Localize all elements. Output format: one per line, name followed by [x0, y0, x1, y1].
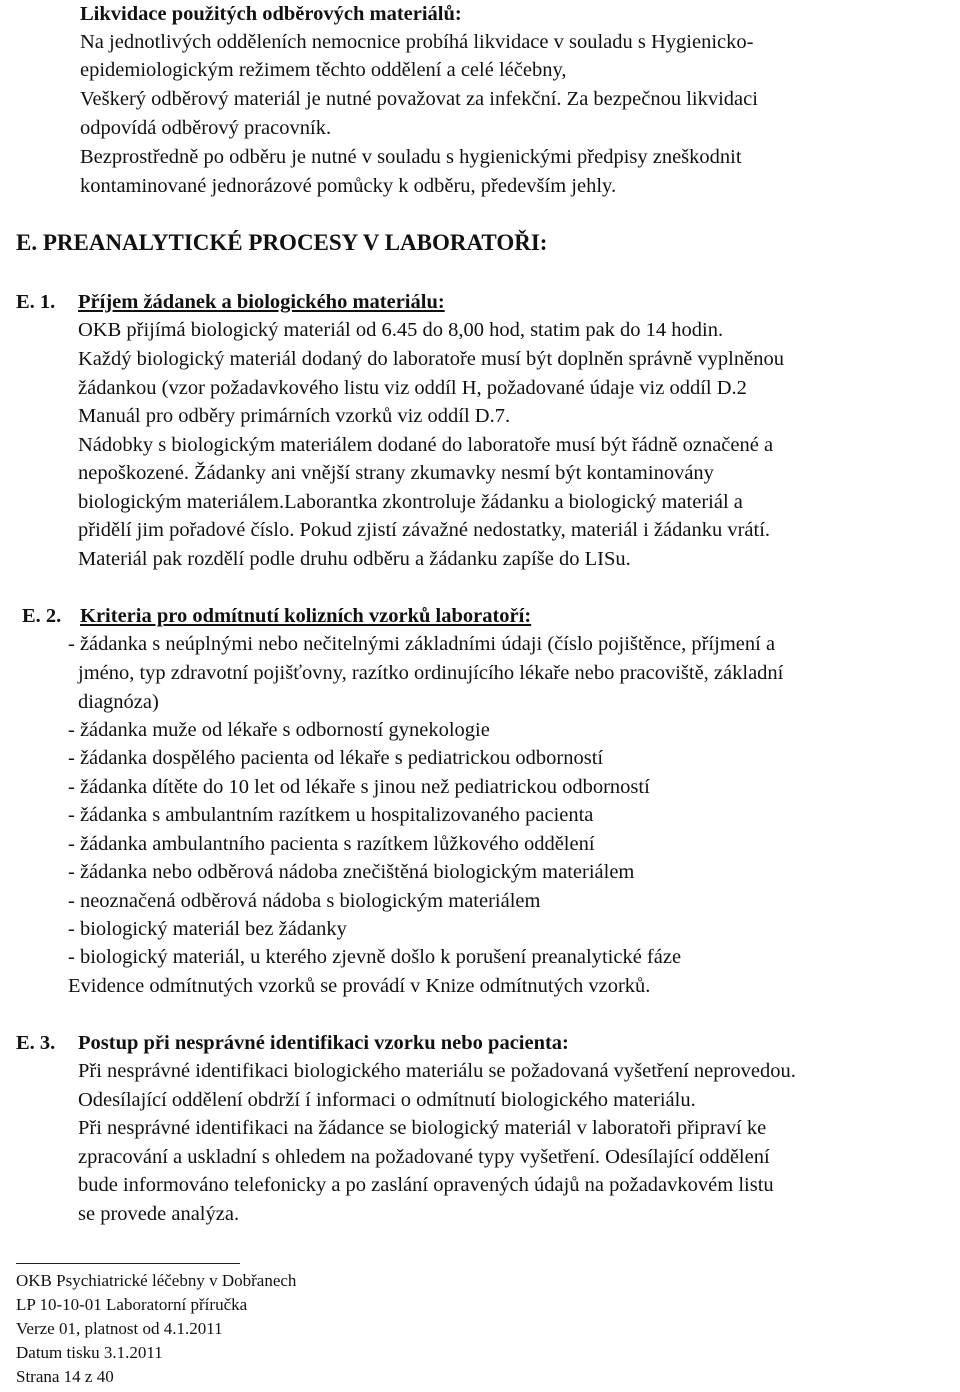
e2-list-item: - žádanka s neúplnými nebo nečitelnými základními údaji (číslo pojištěnce, příjmení a [68, 633, 776, 655]
e1-line: Materiál pak rozdělí podle druhu odběru a žádanku zapíše do LISu. [78, 548, 631, 570]
e1-line: Manuál pro odběry primárních vzorků viz oddíl D.7. [78, 405, 511, 427]
e1-title: Příjem žádanek a biologického materiálu: [78, 291, 445, 313]
disposal-line: Na jednotlivých odděleních nemocnice probíhá likvidace v souladu s Hygienicko- [80, 31, 754, 53]
e1-line: žádankou (vzor požadavkového listu viz oddíl H, požadované údaje viz oddíl D.2 [78, 377, 747, 399]
e2-number: E. 2. [22, 605, 62, 627]
disposal-line: odpovídá odběrový pracovník. [80, 117, 332, 139]
footer-line: Datum tisku 3.1.2011 [16, 1343, 163, 1362]
e3-line: Při nesprávné identifikaci biologického materiálu se požadovaná vyšetření neprovedou. [78, 1060, 796, 1082]
e1-line: OKB přijímá biologický materiál od 6.45 do 8,00 hod, statim pak do 14 hodin. [78, 319, 724, 341]
e2-list-item: - žádanka nebo odběrová nádoba znečištěná biologickým materiálem [68, 861, 635, 883]
e1-number: E. 1. [16, 291, 56, 313]
e1-line: Každý biologický materiál dodaný do laboratoře musí být doplněn správně vyplněnou [78, 348, 784, 370]
disposal-line: epidemiologickým režimem těchto oddělení a celé léčebny, [80, 59, 567, 81]
section-e-title: E. PREANALYTICKÉ PROCESY V LABORATOŘI: [16, 230, 548, 255]
e1-line: biologickým materiálem.Laborantka zkontroluje žádanku a biologický materiál a [78, 491, 743, 513]
e2-list-item: - žádanka dospělého pacienta od lékaře s pediatrickou odborností [68, 747, 604, 769]
e3-line: zpracování a uskladní s ohledem na požadované typy vyšetření. Odesílající oddělení [78, 1146, 770, 1168]
footer-line: OKB Psychiatrické léčebny v Dobřanech [16, 1271, 297, 1290]
footer-line: Verze 01, platnost od 4.1.2011 [16, 1319, 223, 1338]
e2-list-item: - biologický materiál, u kterého zjevně došlo k porušení preanalytické fáze [68, 946, 682, 968]
e3-line: se provede analýza. [78, 1203, 240, 1225]
disposal-line: Bezprostředně po odběru je nutné v souladu s hygienickými předpisy zneškodnit [80, 146, 742, 168]
footer-line: Strana 14 z 40 [16, 1367, 114, 1386]
e1-line: nepoškozené. Žádanky ani vnější strany zkumavky nesmí být kontaminovány [78, 462, 714, 484]
e3-line: Při nesprávné identifikaci na žádance se biologický materiál v laboratoři připraví ke [78, 1117, 767, 1139]
footer-line: LP 10-10-01 Laboratorní příručka [16, 1295, 248, 1314]
e2-list-item: - žádanka s ambulantním razítkem u hospitalizovaného pacienta [68, 804, 594, 826]
e2-list-item: - biologický materiál bez žádanky [68, 918, 347, 940]
disposal-line: kontaminované jednorázové pomůcky k odběru, především jehly. [80, 175, 617, 197]
disposal-line: Veškerý odběrový materiál je nutné považovat za infekční. Za bezpečnou likvidaci [80, 88, 758, 110]
e2-list-item: - žádanka dítěte do 10 let od lékaře s jinou než pediatrickou odborností [68, 776, 650, 798]
e3-title: Postup při nesprávné identifikaci vzorku nebo pacienta: [78, 1032, 569, 1054]
e1-line: přidělí jim pořadové číslo. Pokud zjistí závažné nedostatky, materiál i žádanku vrátí. [78, 519, 771, 541]
e2-list-item: jméno, typ zdravotní pojišťovny, razítko ordinujícího lékaře nebo pracoviště, základní [78, 662, 784, 684]
e1-line: Nádobky s biologickým materiálem dodané do laboratoře musí být řádně označené a [78, 434, 774, 456]
e2-list-item: - neoznačená odběrová nádoba s biologickým materiálem [68, 890, 541, 912]
e2-title: Kriteria pro odmítnutí kolizních vzorků laboratoří: [80, 605, 532, 627]
footer-divider [16, 1263, 240, 1264]
e2-list-item: diagnóza) [78, 691, 159, 713]
e3-line: Odesílající oddělení obdrží í informaci o odmítnutí biologického materiálu. [78, 1089, 696, 1111]
e3-line: bude informováno telefonicky a po zaslání opravených údajů na požadavkovém listu [78, 1174, 774, 1196]
e3-number: E. 3. [16, 1032, 56, 1054]
e2-list-item: Evidence odmítnutých vzorků se provádí v Knize odmítnutých vzorků. [68, 975, 651, 997]
e2-list-item: - žádanka muže od lékaře s odborností gynekologie [68, 719, 490, 741]
e2-list-item: - žádanka ambulantního pacienta s razítkem lůžkového oddělení [68, 833, 595, 855]
disposal-heading: Likvidace použitých odběrových materiálů: [80, 3, 462, 25]
